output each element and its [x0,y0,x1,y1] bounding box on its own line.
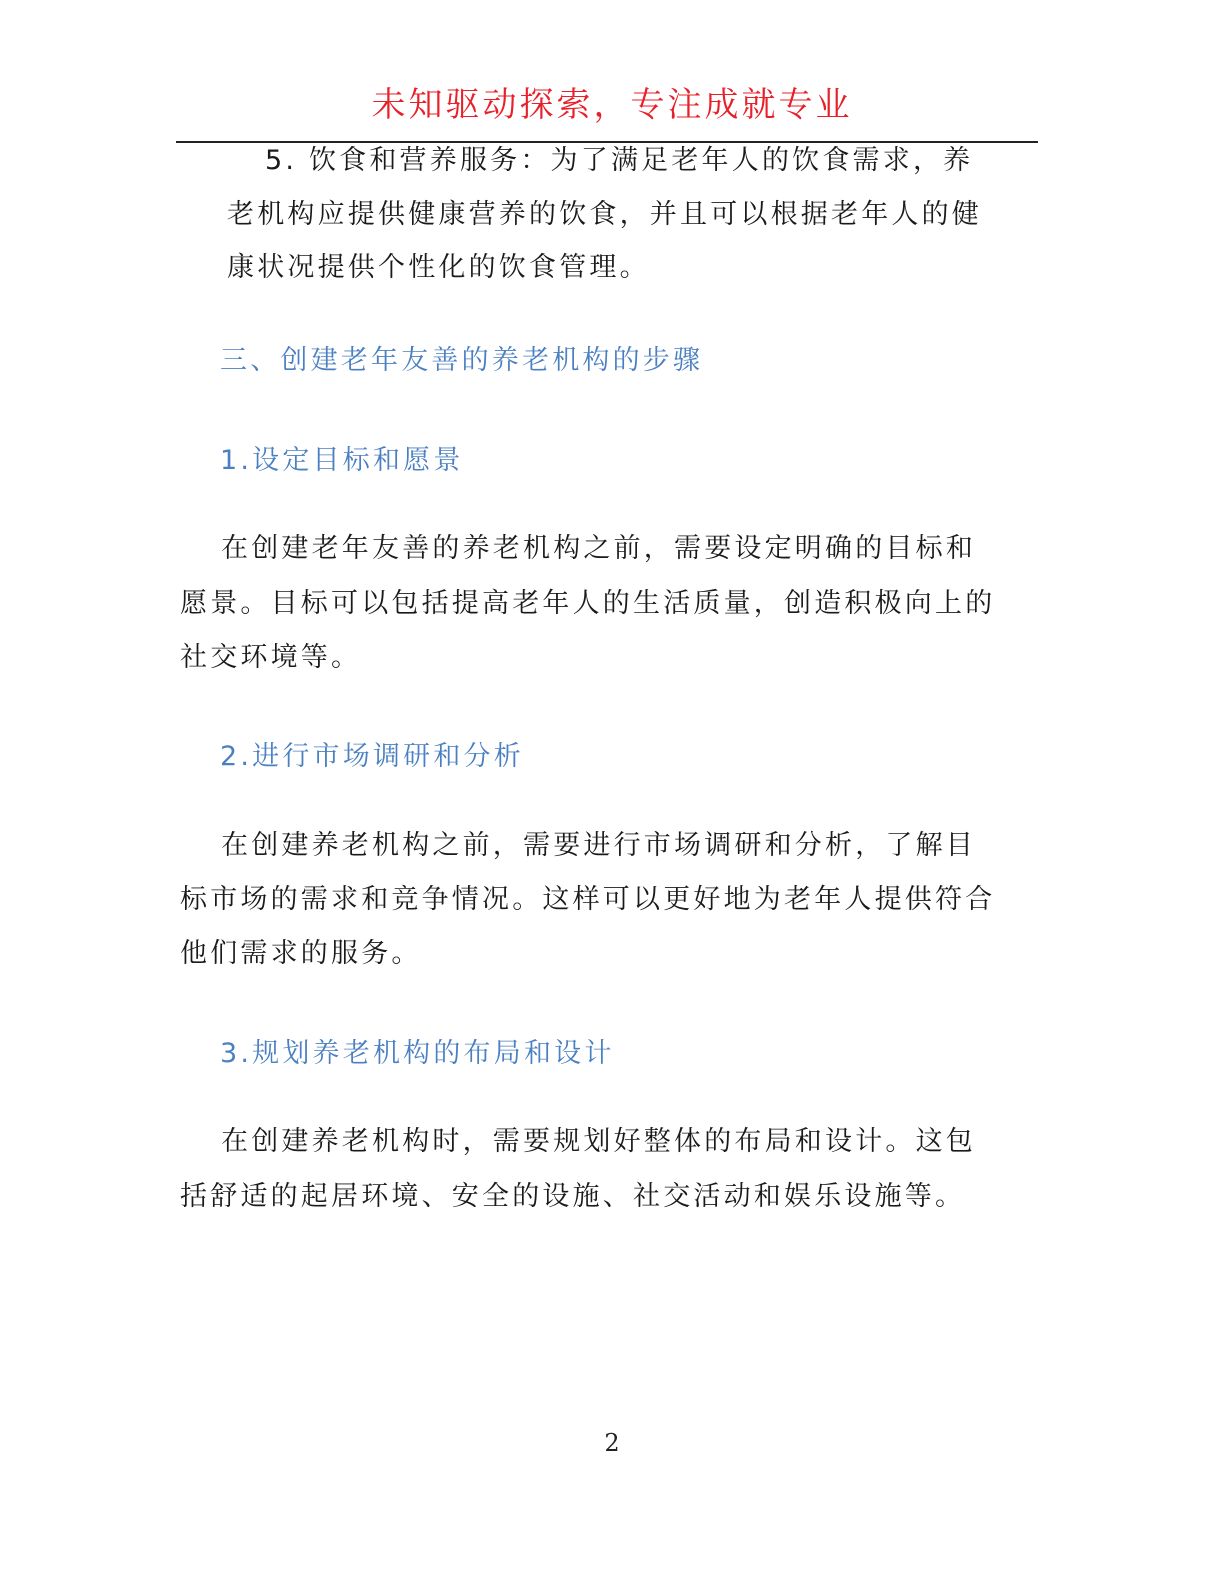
paragraph-line: 愿景。目标可以包括提高老年人的生活质量，创造积极向上的 [180,588,996,619]
paragraph-line: 在创建老年友善的养老机构之前，需要设定明确的目标和 [221,533,976,564]
paragraph-line: 括舒适的起居环境、安全的设施、社交活动和娱乐设施等。 [180,1181,966,1212]
paragraph-line: 5. 饮食和营养服务：为了满足老年人的饮食需求，养 [265,145,974,176]
paragraph-line: 在创建养老机构时，需要规划好整体的布局和设计。这包 [221,1126,976,1157]
paragraph-line: 社交环境等。 [180,642,362,673]
page-number: 2 [604,1429,620,1457]
paragraph-line: 标市场的需求和竞争情况。这样可以更好地为老年人提供符合 [180,884,996,915]
paragraph-line: 在创建养老机构之前，需要进行市场调研和分析，了解目 [221,830,976,861]
step-3-heading: 3.规划养老机构的布局和设计 [220,1038,615,1069]
page-header: 未知驱动探索，专注成就专业 [371,85,853,125]
paragraph-line: 老机构应提供健康营养的饮食，并且可以根据老年人的健 [227,199,982,230]
paragraph-line: 康状况提供个性化的饮食管理。 [227,252,650,283]
section-heading: 三、创建老年友善的养老机构的步骤 [220,345,704,376]
paragraph-line: 他们需求的服务。 [180,938,422,969]
step-2-heading: 2.进行市场调研和分析 [220,741,524,772]
step-1-heading: 1.设定目标和愿景 [220,445,464,476]
